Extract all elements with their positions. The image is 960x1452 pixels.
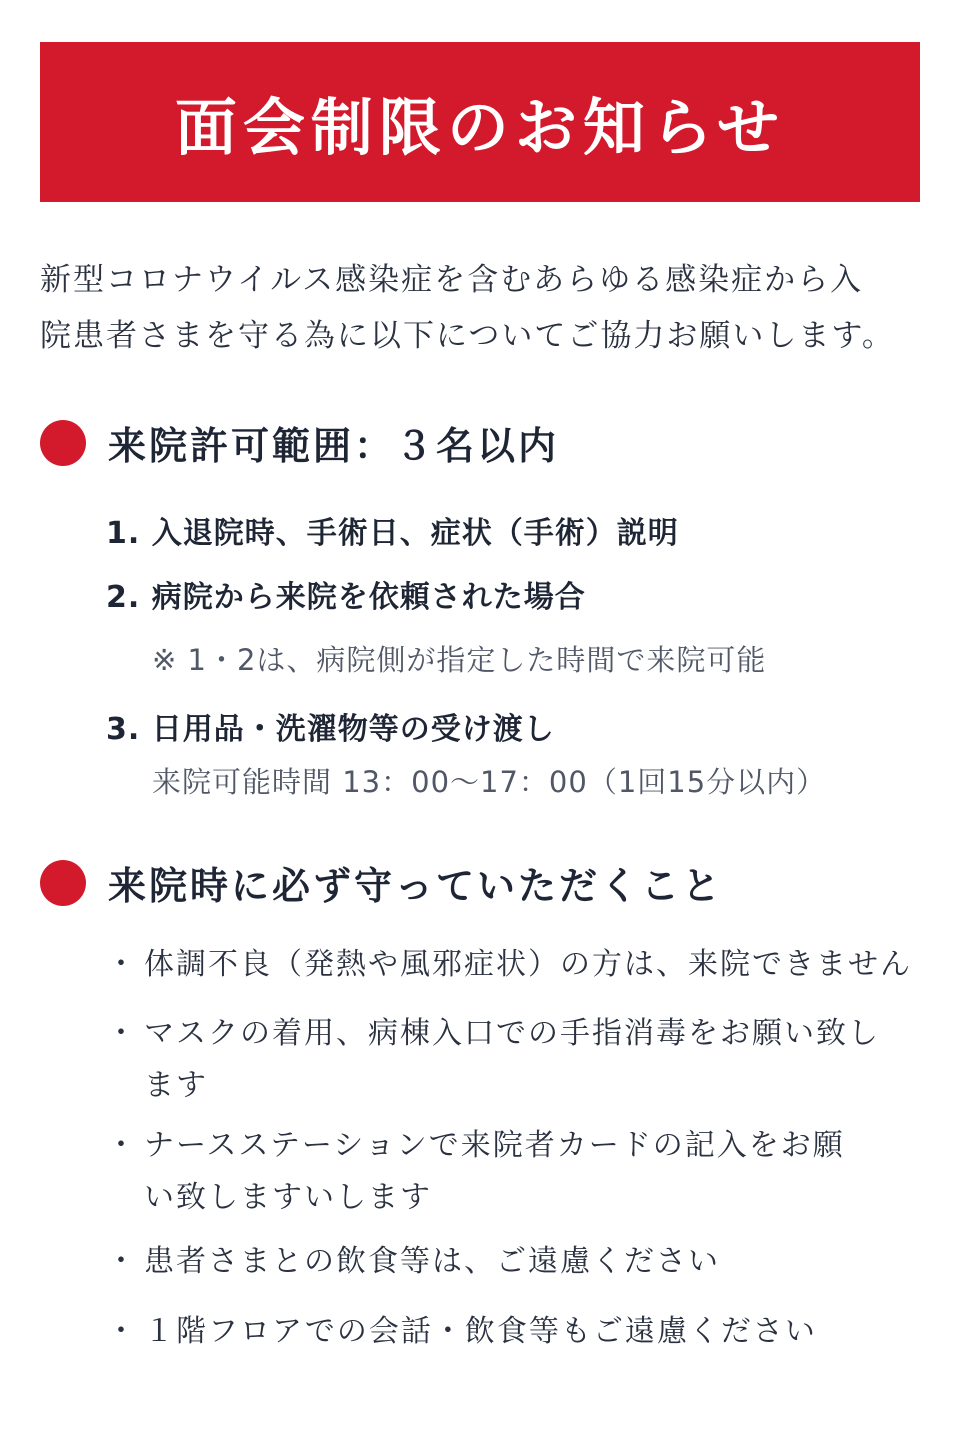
rule-item-text-cont: い致しますいします — [144, 1180, 432, 1215]
visiting-hours-note: 来院可能時間 13：00～17：00（1回15分以内） — [152, 765, 827, 799]
rule-item-text: 体調不良（発熱や風邪症状）の方は、来院できません — [144, 947, 912, 982]
allowed-case-1: 1. 入退院時、手術日、症状（手術）説明 — [106, 516, 679, 551]
bullet-icon: ・ — [106, 1244, 138, 1279]
bullet-icon: ・ — [106, 1314, 138, 1349]
intro-line-2: 院患者さまを守る為に以下についてご協力お願いします。 — [40, 318, 895, 354]
bullet-icon: ・ — [106, 947, 138, 982]
banner-title: 面会制限のお知らせ — [174, 90, 786, 164]
rule-item — [104, 1008, 924, 1112]
rule-item-text: １階フロアでの会話・飲食等もご遠慮ください — [144, 1314, 817, 1349]
rule-item — [104, 1306, 924, 1358]
intro-text — [40, 252, 930, 364]
section-visit-rules-heading — [40, 855, 723, 910]
rule-item-text: マスクの着用、病棟入口での手指消毒をお願い致し — [144, 1016, 880, 1051]
rule-item-text-cont: ます — [144, 1068, 208, 1103]
rule-item-text: 患者さまとの飲食等は、ご遠慮ください — [144, 1244, 720, 1279]
intro-line-1: 新型コロナウイルス感染症を含むあらゆる感染症から入 — [40, 262, 864, 298]
allowed-case-note: ※ 1・2は、病院側が指定した時間で来院可能 — [152, 643, 767, 677]
section-visitor-limit-title: 来院許可範囲：３名以内 — [108, 424, 560, 468]
allowed-case-3: 3. 日用品・洗濯物等の受け渡し — [106, 712, 555, 747]
bullet-icon: ・ — [106, 1128, 138, 1163]
section-visit-rules-title: 来院時に必ず守っていただくこと — [108, 864, 724, 908]
rule-item — [104, 1236, 924, 1288]
notice-banner — [40, 42, 920, 202]
red-circle-icon — [40, 860, 86, 906]
red-circle-icon — [40, 420, 86, 466]
rule-item — [104, 1120, 924, 1224]
section-visitor-limit-heading — [40, 415, 559, 470]
allowed-case-2: 2. 病院から来院を依頼された場合 — [106, 580, 586, 615]
rule-item-text: ナースステーションで来院者カードの記入をお願 — [144, 1128, 845, 1163]
bullet-icon: ・ — [106, 1016, 138, 1051]
rule-item — [104, 939, 924, 991]
